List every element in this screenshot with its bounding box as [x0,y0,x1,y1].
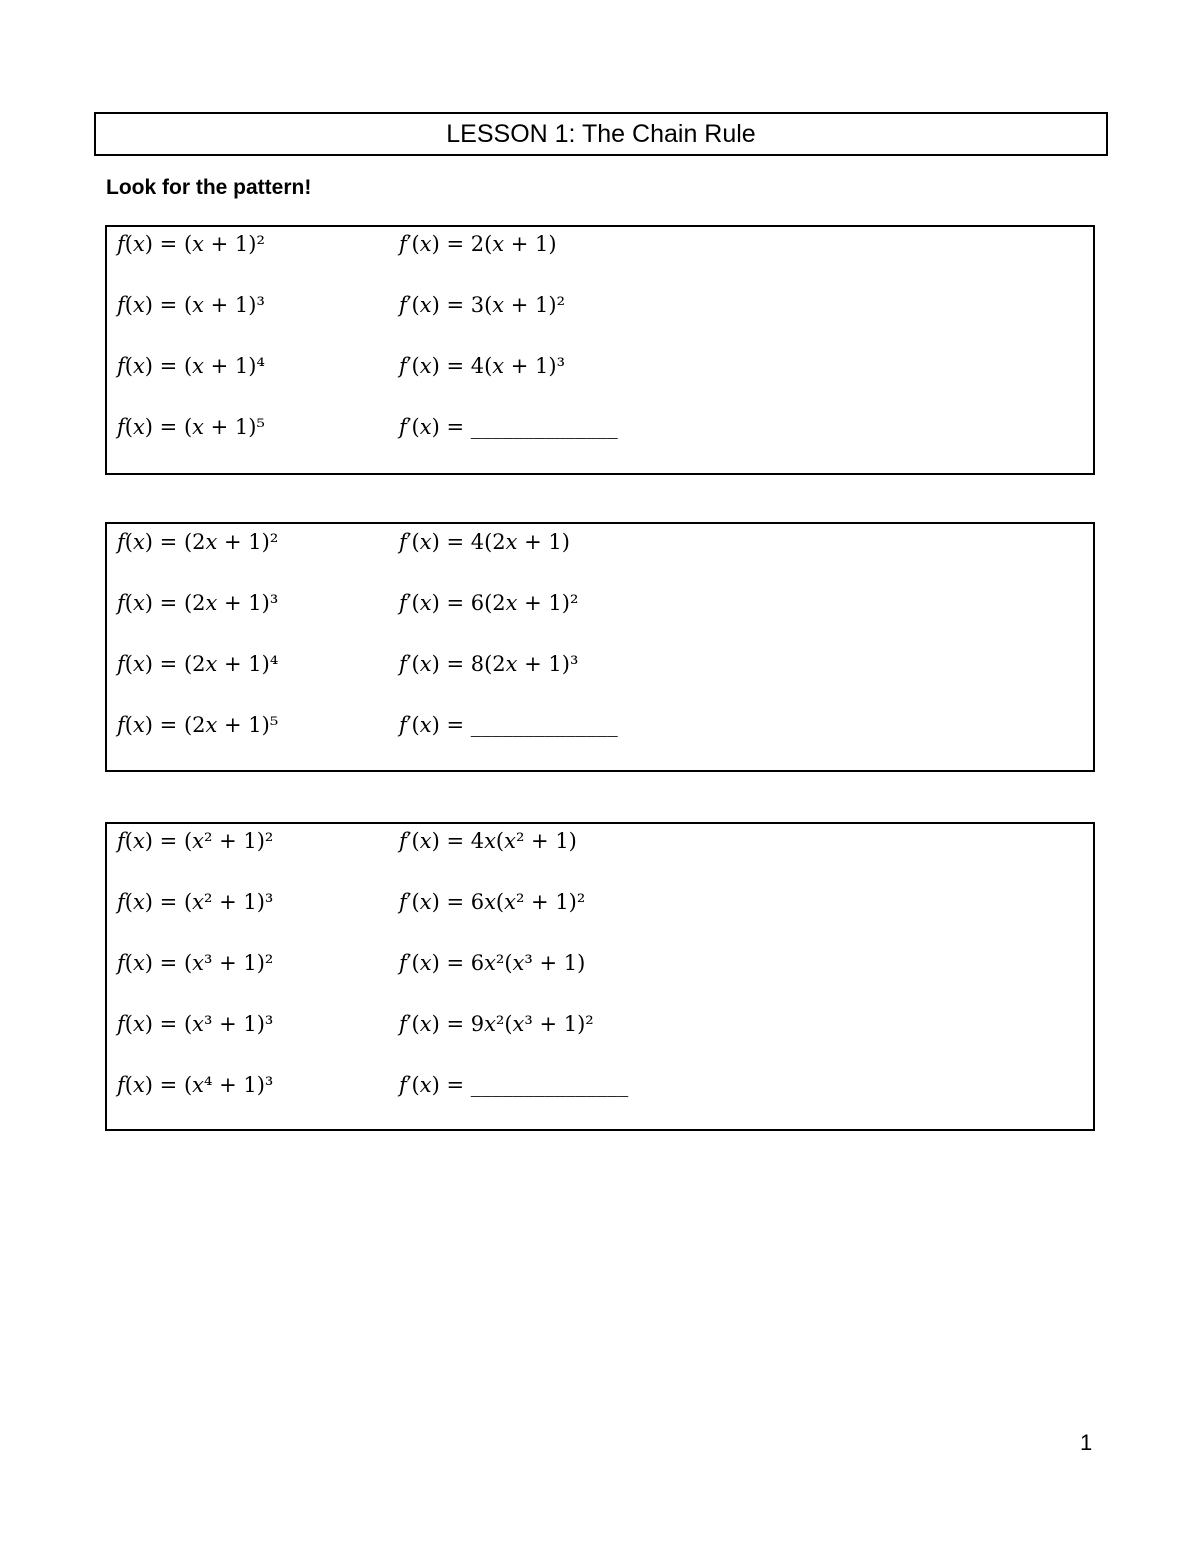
derivative-expression: 𝑓′(𝑥) = 9𝑥²(𝑥³ + 1)² [399,1012,594,1036]
answer-blank: 𝑓′(𝑥) = ______________ [399,415,618,439]
equation-row [117,649,1077,685]
function-expression: 𝑓(𝑥) = (𝑥 + 1)³ [117,293,265,317]
function-expression: 𝑓(𝑥) = (𝑥² + 1)² [117,829,274,853]
function-expression: 𝑓(𝑥) = (𝑥³ + 1)² [117,951,274,975]
function-expression: 𝑓(𝑥) = (2𝑥 + 1)⁵ [117,713,279,737]
lesson-title: LESSON 1: The Chain Rule [94,112,1108,156]
equation-row [117,588,1077,624]
equation-row [117,1009,1077,1045]
function-expression: 𝑓(𝑥) = (2𝑥 + 1)⁴ [117,652,279,676]
equation-row [117,710,1077,746]
equation-row [117,527,1077,563]
derivative-expression: 𝑓′(𝑥) = 4(𝑥 + 1)³ [399,354,566,378]
derivative-expression: 𝑓′(𝑥) = 6(2𝑥 + 1)² [399,591,579,615]
pattern-panel-3 [105,822,1095,1131]
pattern-panel-2 [105,522,1095,772]
function-expression: 𝑓(𝑥) = (𝑥² + 1)³ [117,890,274,914]
derivative-expression: 𝑓′(𝑥) = 3(𝑥 + 1)² [399,293,566,317]
equation-row [117,351,1077,387]
pattern-panel-1 [105,225,1095,475]
function-expression: 𝑓(𝑥) = (2𝑥 + 1)³ [117,591,279,615]
equation-row [117,1070,1077,1106]
function-expression: 𝑓(𝑥) = (𝑥 + 1)² [117,232,265,256]
function-expression: 𝑓(𝑥) = (𝑥³ + 1)³ [117,1012,274,1036]
answer-blank: 𝑓′(𝑥) = ______________ [399,713,618,737]
function-expression: 𝑓(𝑥) = (𝑥 + 1)⁵ [117,415,265,439]
equation-row [117,229,1077,265]
derivative-expression: 𝑓′(𝑥) = 4(2𝑥 + 1) [399,530,570,554]
derivative-expression: 𝑓′(𝑥) = 4𝑥(𝑥² + 1) [399,829,577,853]
equation-row [117,887,1077,923]
equation-row [117,412,1077,448]
derivative-expression: 𝑓′(𝑥) = 8(2𝑥 + 1)³ [399,652,579,676]
function-expression: 𝑓(𝑥) = (𝑥⁴ + 1)³ [117,1073,274,1097]
function-expression: 𝑓(𝑥) = (𝑥 + 1)⁴ [117,354,265,378]
equation-row [117,948,1077,984]
derivative-expression: 𝑓′(𝑥) = 6𝑥(𝑥² + 1)² [399,890,586,914]
derivative-expression: 𝑓′(𝑥) = 6𝑥²(𝑥³ + 1) [399,951,586,975]
instruction-text: Look for the pattern! [106,176,312,199]
derivative-expression: 𝑓′(𝑥) = 2(𝑥 + 1) [399,232,557,256]
equation-row [117,826,1077,862]
equation-row [117,290,1077,326]
function-expression: 𝑓(𝑥) = (2𝑥 + 1)² [117,530,279,554]
answer-blank: 𝑓′(𝑥) = _______________ [399,1073,629,1097]
page-number: 1 [1080,1430,1093,1455]
